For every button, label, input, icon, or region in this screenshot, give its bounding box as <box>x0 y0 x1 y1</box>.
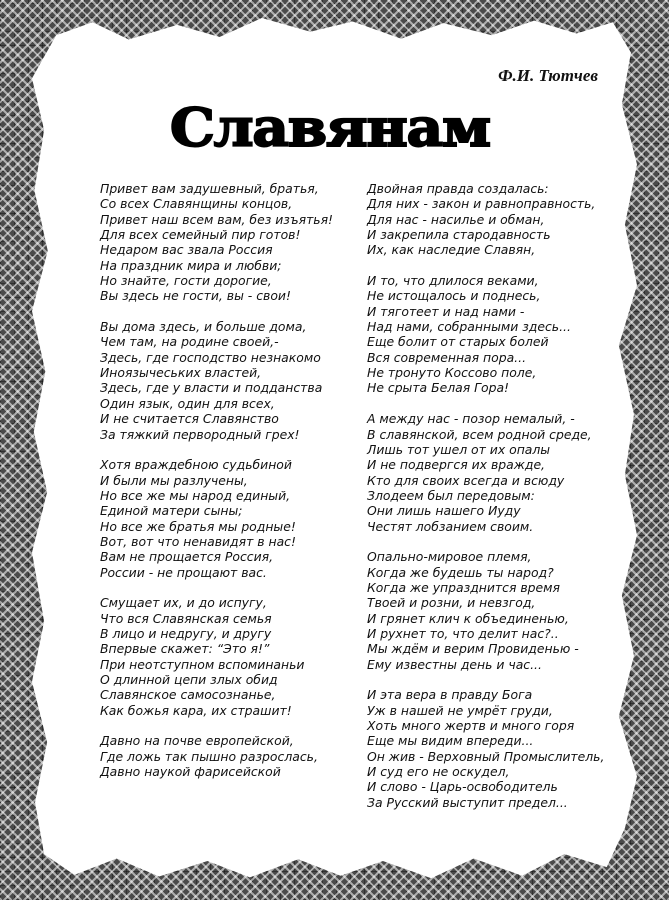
stanza <box>100 595 350 718</box>
poem-line: И грянет клич к объединенью, <box>367 610 569 626</box>
poem-line: Опально-мировое племя, <box>367 549 532 565</box>
poem-line: А между нас - позор немалый, - <box>367 411 575 427</box>
poem-line: Злодеем был передовым: <box>367 487 535 503</box>
poem-line: Не истощалось и поднесь, <box>367 288 541 304</box>
poem-line: Лишь тот ушел от их опалы <box>367 441 551 457</box>
poem-line: Давно наукой фарисейской <box>100 764 281 780</box>
poem-line: Вы здесь не гости, вы - свои! <box>100 288 291 304</box>
poem-line: Давно на почве европейской, <box>100 733 294 749</box>
poem-line: И суд его не оскудел, <box>367 764 510 780</box>
poem-line: И были мы разлучены, <box>100 472 248 488</box>
poem-line: Когда же будешь ты народ? <box>367 564 554 580</box>
poem-line: Не срыта Белая Гора! <box>367 380 510 396</box>
poem-line: Еще болит от старых болей <box>367 334 549 350</box>
poem-line: Как божья кара, их страшит! <box>100 702 292 718</box>
poem-line: Уж в нашей не умрёт груди, <box>367 702 553 718</box>
poem-line: Для всех семейный пир готов! <box>100 227 301 243</box>
poem-line: Они лишь нашего Иуду <box>367 503 521 519</box>
poem-line: Честят лобзанием своим. <box>367 518 534 534</box>
poem-title <box>160 92 500 162</box>
poem-line: России - не прощают вас. <box>100 564 267 580</box>
stanza <box>367 549 617 672</box>
poem-line: Но все же мы народ единый, <box>100 487 291 503</box>
poem-line: Мы ждём и верим Провиденью - <box>367 641 579 657</box>
poem-line: О длинной цепи злых обид <box>100 672 278 687</box>
poem-line: Впервые скажет: “Это я!” <box>100 641 270 657</box>
stanza <box>100 457 350 580</box>
stanza <box>100 181 350 304</box>
poem-line: Над нами, собранными здесь... <box>367 319 571 335</box>
poem-line: За тяжкий первородный грех! <box>100 426 300 442</box>
stanza <box>367 273 617 396</box>
stanza <box>367 687 617 810</box>
poem-line: Чем там, на родине своей,- <box>100 334 279 350</box>
poem-line: Единой матери сыны; <box>100 503 243 519</box>
poem-line: И рухнет то, что делит нас?.. <box>367 625 559 641</box>
poem-line: Славянское самосознанье, <box>100 687 276 703</box>
poem-line: Привет вам задушевный, братья, <box>100 181 319 196</box>
poem-line: Иноязычеських властей, <box>100 365 262 381</box>
poem-line: И не подвергся их вражде, <box>367 457 546 473</box>
poem-line: И то, что длилося веками, <box>367 273 539 289</box>
poem-line: Хоть много жертв и много горя <box>367 718 575 734</box>
poem-line: Но все же братья мы родные! <box>100 518 296 534</box>
poem-line: Вам не прощается Россия, <box>100 549 274 565</box>
poem-line: Кто для своих всегда и всюду <box>367 472 565 488</box>
poem-line: Привет наш всем вам, без изъятья! <box>100 211 334 227</box>
poem-line: Твоей и розни, и невзгод, <box>367 595 536 611</box>
poem-line: Со всех Славянщины концов, <box>100 196 293 212</box>
poem-title-text: Славянам <box>170 98 490 159</box>
poem-line: И тяготеет и над нами - <box>367 303 525 319</box>
poem-line: В славянской, всем родной среде, <box>367 426 592 442</box>
poem-line: На праздник мира и любви; <box>100 257 282 273</box>
poem-line: Когда же упразднится время <box>367 579 560 595</box>
poem-line: Смущает их, и до испугу, <box>100 595 267 611</box>
stanza <box>367 411 617 534</box>
stanza <box>367 181 617 258</box>
poem-line: За Русский выступит предел... <box>367 794 568 810</box>
stanza <box>100 319 350 442</box>
poem-line: Здесь, где господство незнакомо <box>100 349 321 365</box>
poem-line: Один язык, один для всех, <box>100 395 275 411</box>
poem-line: Вы дома здесь, и больше дома, <box>100 319 307 335</box>
poem-line: Но знайте, гости дорогие, <box>100 273 272 289</box>
poem-line: Вот, вот что ненавидят в нас! <box>100 533 296 549</box>
poem-line: Здесь, где у власти и подданства <box>100 380 323 396</box>
poem-line: Он жив - Верховный Промыслитель, <box>367 748 605 764</box>
poem-line: Их, как наследие Славян, <box>367 242 536 258</box>
stanza <box>100 733 350 779</box>
poem-line: И не считается Славянство <box>100 411 279 427</box>
poem-line: Вся современная пора... <box>367 349 527 365</box>
poem-right-column <box>367 181 617 825</box>
poem-author: Ф.И. Тютчев <box>498 66 598 85</box>
poem-line: При неотступном вспоминаньи <box>100 656 305 672</box>
poem-line: Где ложь так пышно разрослась, <box>100 748 318 764</box>
poem-line: И эта вера в правду Бога <box>367 687 533 703</box>
poem-line: И слово - Царь-освободитель <box>367 779 558 795</box>
poem-line: Что вся Славянская семья <box>100 610 272 626</box>
poem-line: Ему известны день и час... <box>367 656 542 672</box>
poem-line: Недаром вас звала Россия <box>100 242 273 258</box>
poem-line: Для них - закон и равноправность, <box>367 196 596 212</box>
poem-left-column <box>100 181 350 795</box>
poem-line: Еще мы видим впереди... <box>367 733 534 749</box>
poem-line: В лицо и недругу, и другу <box>100 625 272 641</box>
poem-line: Не тронуто Коссово поле, <box>367 365 537 381</box>
poem-line: Для нас - насилье и обман, <box>367 211 545 227</box>
poem-line: И закрепила стародавность <box>367 227 551 243</box>
poem-line: Двойная правда создалась: <box>367 181 549 196</box>
poem-line: Хотя враждебною судьбиной <box>100 457 292 473</box>
